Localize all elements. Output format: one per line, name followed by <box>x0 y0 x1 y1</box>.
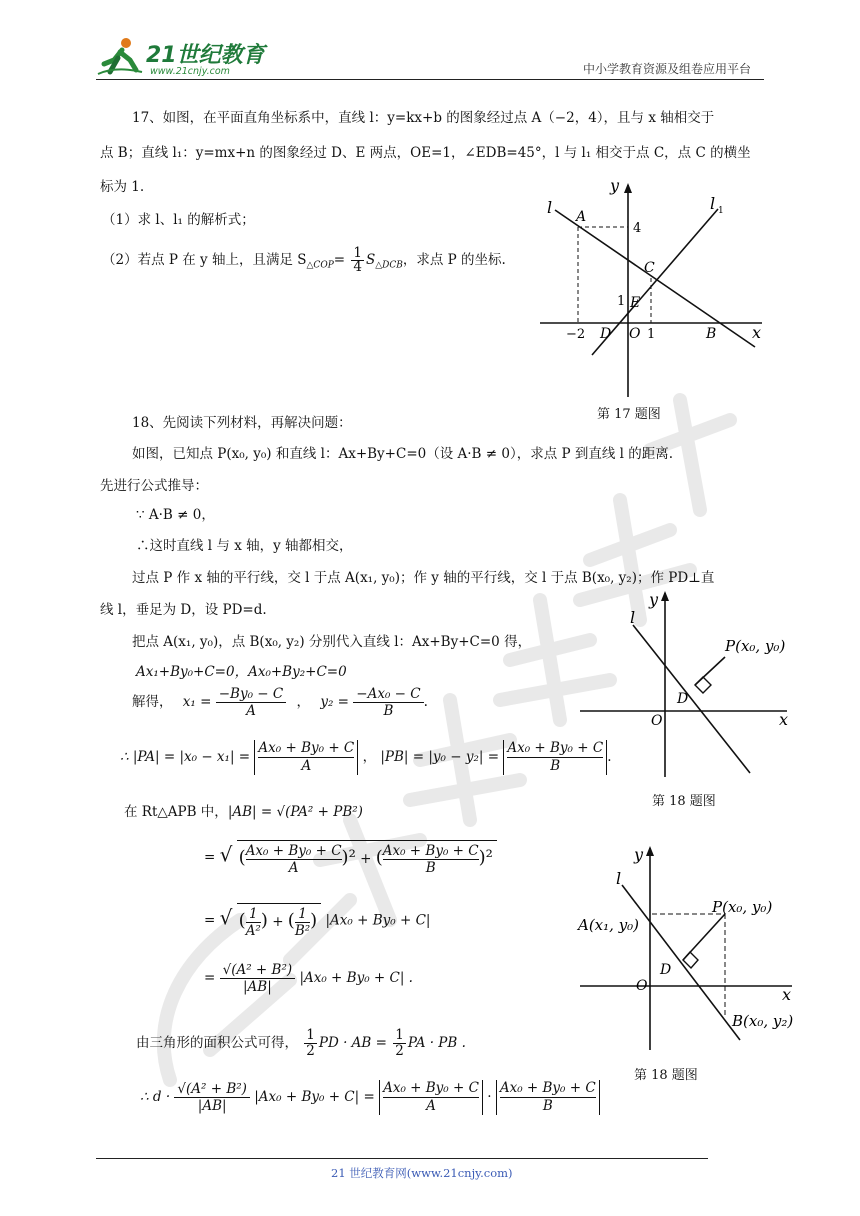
p18-derive: 先进行公式推导： <box>100 478 208 494</box>
figure-label-d: D <box>677 691 689 707</box>
math-part-pb-num: Ax₀ + By₀ + C <box>507 740 604 756</box>
figure-label-d: D <box>660 962 672 978</box>
math-part-pa-den: A <box>301 758 312 774</box>
footer-divider <box>96 1158 708 1159</box>
math-part-x1-num: −By₀ − C <box>216 686 287 703</box>
math-part-final-num: √(A² + B²) <box>174 1081 250 1098</box>
fig17-label-l: l <box>547 198 553 217</box>
p18-step3: = $\frac{\text{√(A² + B²)}}{|AB|}$ |Ax₀ + By₀ + C| . <box>204 962 413 995</box>
fig17-label-l1-sub: 1 <box>718 206 724 216</box>
p17-line2: 点 B；直线 l₁：y=mx+n 的图象经过 D、E 两点，OE=1，∠EDB=45°，l 与 l₁ 相交于点 C，点 C 的横坐 <box>100 145 751 161</box>
fig17-label-1x: 1 <box>647 327 656 342</box>
fig18b-caption: 第 18 题图 <box>634 1068 698 1083</box>
p17-question2 <box>102 247 506 274</box>
p18-final: ∴ d · $\frac{\text{√(A² + B²)}}{|AB|}$ |Ax₀ + By₀ + C| = $\frac{\text{Ax₀ + By₀ + C}}{A}$ · $\frac{\text{Ax₀ + By₀ + C}}{B}$ <box>140 1080 600 1115</box>
math-part-q2-frac-den: 4 <box>353 259 362 275</box>
math-part-final-n2: Ax₀ + By₀ + C <box>499 1080 596 1096</box>
p18-therefore: ∴这时直线 l 与 x 轴，y 轴都相交， <box>136 538 353 554</box>
platform-label: 中小学教育资源及组卷应用平台 <box>583 62 752 76</box>
figure-label-p: P(x₀, y₀) <box>725 637 786 655</box>
figure-label-x: x <box>782 985 792 1004</box>
p17-line1: 17、如图，在平面直角坐标系中，直线 l：y=kx+b 的图象经过点 A（−2，4），且与 x 轴相交于 <box>132 110 715 126</box>
math-part-step3-tail: |Ax₀ + By₀ + C| . <box>299 970 413 986</box>
runner-logo-icon <box>96 36 144 76</box>
math-part-step3-den: |AB| <box>242 979 272 995</box>
math-part-half: 1 <box>395 1027 404 1043</box>
p17-line3: 标为 1. <box>100 179 145 195</box>
figure-17 <box>530 175 770 405</box>
math-part-q2-s: S <box>365 252 376 268</box>
header-divider <box>96 79 764 80</box>
math-part-x1: x₁ = <box>182 694 212 710</box>
fig17-label-y: y <box>610 176 620 195</box>
figure-label-x: x <box>779 710 789 729</box>
figure-18b <box>570 840 815 1055</box>
fig17-label-1y: 1 <box>617 294 626 309</box>
math-part-final-den: |AB| <box>197 1098 227 1114</box>
fig17-label-l1: l <box>710 194 716 213</box>
math-part-step2-b-den: B² <box>294 923 311 939</box>
math-part-q2-post: ，求点 P 的坐标. <box>402 252 506 268</box>
fig17-label-C: C <box>644 260 655 276</box>
p18-title: 18、先阅读下列材料，再解决问题： <box>132 415 352 431</box>
figure-label-l: l <box>630 608 636 627</box>
fig18a-caption: 第 18 题图 <box>652 794 716 809</box>
math-part-pa: ∴ |PA| = |x₀ − x₁| = <box>120 749 251 765</box>
figure-label-y: y <box>649 590 659 609</box>
fig17-label-A: A <box>576 209 587 225</box>
math-part-two: 2 <box>306 1043 315 1059</box>
p18-para1a: 过点 P 作 x 轴的平行线，交 l 于点 A(x₁, y₀)；作 y 轴的平行线，交 l 于点 B(x₀, y₂)；作 PD⊥直 <box>132 570 715 586</box>
math-part-y2-den: B <box>383 703 394 719</box>
p18-area <box>136 1028 466 1059</box>
math-part-area: 由三角形的面积公式可得， <box>136 1035 298 1051</box>
fig17-label-E: E <box>630 295 641 311</box>
math-part-final-n1: Ax₀ + By₀ + C <box>383 1080 479 1096</box>
p18-pa-pb: ∴ |PA| = |x₀ − x₁| = $\frac{\text{Ax₀ + By₀ + C}}{A}$ ， |PB| = |y₀ − y₂| = $\frac{\text{Ax₀ + By₀ + C}}{B}$ . <box>120 740 612 774</box>
math-part-area-eq: PD · AB = <box>318 1035 387 1051</box>
math-part-q2-sub1: △COP <box>306 260 334 271</box>
fig17-label-neg2: −2 <box>566 327 586 342</box>
fig17-label-4: 4 <box>633 221 642 236</box>
fig17-label-x: x <box>752 323 762 342</box>
p18-step2: = √ ( $\frac{1}{\text{A²}}$ ) + ( $\frac{1}{\text{B²}}$ ) |Ax₀ + By₀ + C| <box>204 903 430 939</box>
figure-18a <box>575 585 800 785</box>
p17-question1: （1）求 l、l₁ 的解析式； <box>102 212 255 228</box>
math-part-rt: 在 Rt△APB 中， <box>124 804 228 820</box>
p18-solve: 解得， x₁ = $\frac{\text{−By₀ − C}}{A}$ ， y₂ = $\frac{\text{−Ax₀ − C}}{B}$ . <box>132 686 428 719</box>
math-part-ab: |AB| = √(PA² + PB²) <box>227 804 363 820</box>
math-part-q2-frac-num: 1 <box>353 245 362 261</box>
math-part-step2-b-num: 1 <box>295 906 310 923</box>
p18-intro: 如图，已知点 P(x₀, y₀) 和直线 l：Ax+By+C=0（设 A·B ≠ 0），求点 P 到直线 l 的距离. <box>132 446 674 462</box>
math-part-two: 2 <box>395 1043 404 1059</box>
footer-link[interactable]: 21 世纪教育网(www.21cnjy.com) <box>331 1166 513 1180</box>
math-part-pb: |PB| = |y₀ − y₂| = <box>380 749 500 765</box>
figure-label-o: O <box>651 713 663 729</box>
p18-para1b: 线 l，垂足为 D，设 PD=d. <box>100 602 267 618</box>
fig17-label-D: D <box>600 326 612 342</box>
math-part-step1-den1: A <box>288 860 299 876</box>
math-part-step3-num: √(A² + B²) <box>220 962 296 979</box>
math-part-x1-den: A <box>246 703 256 719</box>
math-part-q2-sub2: △DCB <box>375 260 403 271</box>
fig17-caption: 第 17 题图 <box>597 407 661 422</box>
p18-rt <box>124 800 363 820</box>
logo-text: 21世纪教育 <box>146 43 265 68</box>
p18-because: ∵ A·B ≠ 0， <box>136 507 215 523</box>
math-part-y2-num: −Ax₀ − C <box>353 686 423 703</box>
math-part-pa-num: Ax₀ + By₀ + C <box>258 740 355 756</box>
math-part-step2-a-den: A² <box>245 923 261 939</box>
figure-label-a: A(x₁, y₀) <box>578 916 640 934</box>
figure-label-y: y <box>634 845 644 864</box>
math-part-step1-den2: B <box>425 860 436 876</box>
p18-para2: 把点 A(x₁, y₀)，点 B(x₀, y₂) 分别代入直线 l：Ax+By+C=0 得， <box>132 634 532 650</box>
figure-label-o: O <box>636 978 648 994</box>
fig17-label-B: B <box>706 326 717 342</box>
figure-label-b: B(x₀, y₂) <box>732 1012 794 1030</box>
math-part-step1-num2: Ax₀ + By₀ + C <box>382 843 479 859</box>
fig17-label-O: O <box>629 326 641 342</box>
math-part-q2-pre: （2）若点 P 在 y 轴上，且满足 S <box>102 252 307 268</box>
p18-equations: Ax₁+By₀+C=0，Ax₀+By₂+C=0 <box>136 664 347 680</box>
math-part-step2-a-num: 1 <box>246 906 261 923</box>
math-part-y2: y₂ = <box>320 694 349 710</box>
math-part-final-pre: ∴ d · <box>140 1089 171 1105</box>
math-part-area-eq2: PA · PB . <box>407 1035 466 1051</box>
math-part-pb-den: B <box>550 758 561 774</box>
math-part-step1-num1: Ax₀ + By₀ + C <box>245 843 342 859</box>
math-part-step2-tail: |Ax₀ + By₀ + C| <box>325 912 431 929</box>
logo-url: www.21cnjy.com <box>150 66 230 77</box>
math-part-final-d1: A <box>426 1098 436 1114</box>
math-part-half: 1 <box>306 1027 315 1043</box>
math-part-final-mid: |Ax₀ + By₀ + C| = <box>254 1089 375 1105</box>
p18-step1: = √ ( $\frac{\text{Ax₀ + By₀ + C}}{A}$ )² + ( $\frac{\text{Ax₀ + By₀ + C}}{B}$ )² <box>204 840 497 876</box>
math-part-solve-pre: 解得， <box>132 694 173 710</box>
math-part-q2-eq: = <box>333 252 346 268</box>
figure-label-p: P(x₀, y₀) <box>712 898 773 916</box>
figure-label-l: l <box>616 869 622 888</box>
math-part-final-d2: B <box>542 1098 553 1114</box>
